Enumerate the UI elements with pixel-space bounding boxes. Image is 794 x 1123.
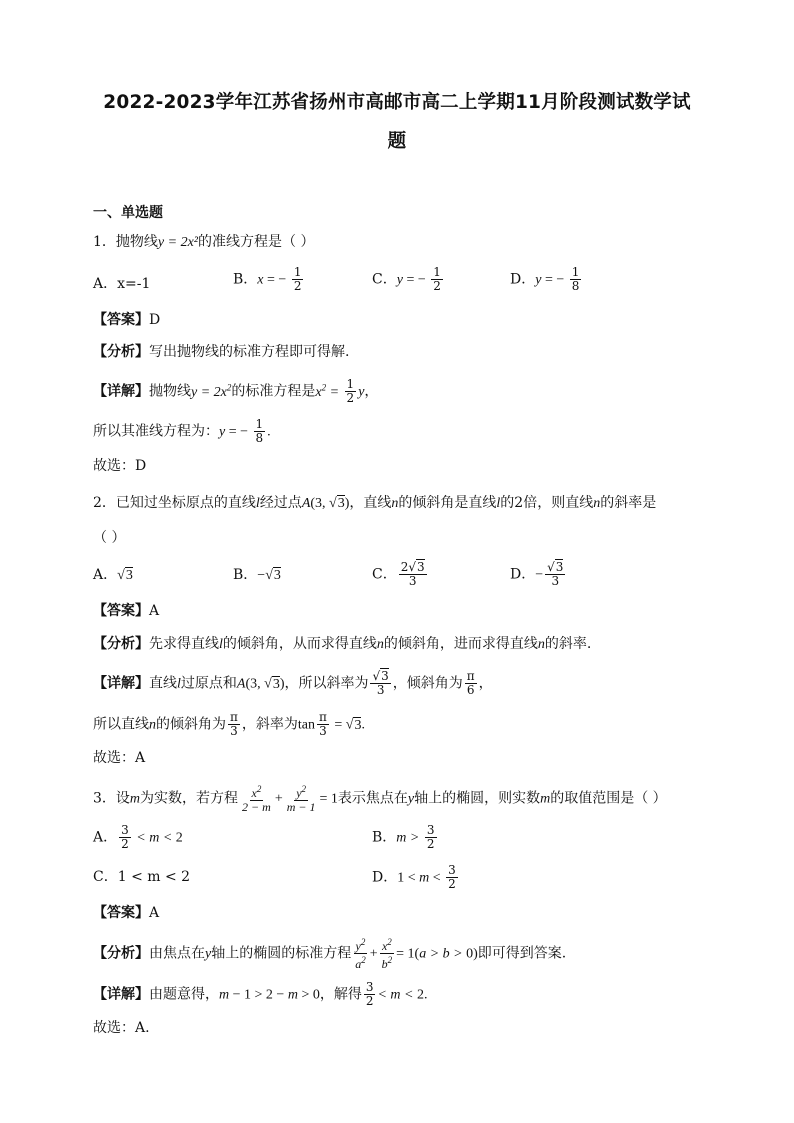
q3-option-b: B．m > $\frac{3}{2}$ <box>372 823 435 851</box>
q1-equation: y = 2x² <box>157 235 198 250</box>
q3-option-c: C．1 < m < 2 <box>93 869 191 885</box>
q3-answer: 【答案】A <box>93 905 160 921</box>
q1-option-a: A．x=-1 <box>93 276 151 292</box>
q1-answer: 【答案】D <box>93 312 161 328</box>
q3-option-a: A． $\frac{3}{2}$ < m < 2 <box>93 823 183 851</box>
q1-directrix: 所以其准线方程为：y = − $\frac{1}{8}$ . <box>93 417 271 445</box>
q2-option-c: C． $\frac{2√3}{3}$ <box>372 560 425 588</box>
q3-detail: 【详解】由题意得，m − 1 > 2 − m > 0，解得 $\frac{3}{2}$ < m < 2. <box>93 980 428 1008</box>
q1-analysis: 【分析】写出抛物线的标准方程即可得解. <box>93 344 350 360</box>
q3-option-d: D．1 < m < $\frac{3}{2}$ <box>372 863 456 891</box>
q2-option-b: B．−√3 <box>233 567 281 583</box>
document-title-line-1: 2022-2023学年江苏省扬州市高邮市高二上学期11月阶段测试数学试 <box>103 92 691 113</box>
q1-conclusion: 故选：D <box>93 458 147 474</box>
q1-stem: 1．抛物线y = 2x²的准线方程是（ ） <box>93 234 315 250</box>
document-title-line-2: 题 <box>387 131 407 152</box>
q2-detail: 【详解】直线l过原点和A(3, √3)，所以斜率为 $\frac{√3}{3}$ ，倾斜角为 $\frac{\pi}{6}$ ， <box>93 669 493 697</box>
q2-stem-paren: （ ） <box>93 530 126 546</box>
q2-detail-line-2: 所以直线n的倾斜角为 $\frac{\pi}{3}$ ，斜率为tan $\frac{\pi}{3}$ = √3. <box>93 710 365 738</box>
q2-analysis: 【分析】先求得直线l的倾斜角，从而求得直线n的倾斜角，进而求得直线n的斜率. <box>93 636 592 652</box>
q1-option-d: D．y = − $\frac{1}{8}$ <box>510 265 580 293</box>
q3-analysis: 【分析】由焦点在y轴上的椭圆的标准方程 $\frac{y^2}{a^2}$ + $\frac{x^2}{b^2}$ = 1(a > b > 0)即可得到答案. <box>93 937 567 971</box>
q2-option-a: A．√3 <box>93 567 133 583</box>
q2-answer: 【答案】A <box>93 603 160 619</box>
q1-option-c: C．y = − $\frac{1}{2}$ <box>372 265 441 293</box>
q1-detail: 【详解】抛物线$y = 2x^2$的标准方程是$x^2$ = $\frac{1}{2}$ y， <box>93 377 379 406</box>
q2-option-d: D．− $\frac{√3}{3}$ <box>510 560 564 588</box>
q2-stem: 2．已知过坐标原点的直线l经过点A(3, √3)，直线n的倾斜角是直线l的2倍，则直线n的斜率是 <box>93 495 657 511</box>
q1-option-b: B．x = − $\frac{1}{2}$ <box>233 265 302 293</box>
q3-stem: 3．设m为实数，若方程 $\frac{x^2}{2 - m}$ + $\frac{y^2}{m - 1}$ = 1表示焦点在y轴上的椭圆，则实数m的取值范围是（ ） <box>93 784 667 814</box>
section-heading: 一、单选题 <box>93 205 163 221</box>
q3-conclusion: 故选：A. <box>93 1020 150 1036</box>
q2-conclusion: 故选：A <box>93 750 146 766</box>
